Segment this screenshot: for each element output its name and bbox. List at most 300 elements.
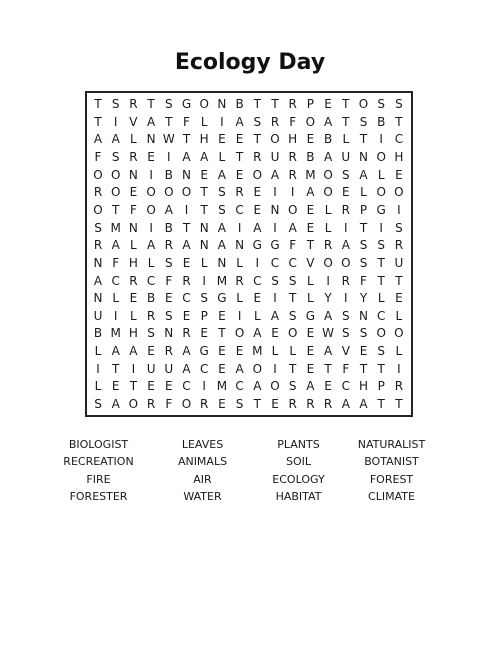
grid-letter: A (111, 344, 120, 359)
grid-letter: F (342, 361, 350, 376)
grid-letter: G (217, 291, 227, 306)
grid-letter: E (342, 185, 350, 200)
grid-letter: U (164, 361, 174, 376)
grid-letter: I (290, 185, 295, 200)
grid-letter: A (164, 202, 173, 217)
grid-letter: O (323, 185, 333, 200)
grid-letter: H (394, 149, 404, 164)
grid-letter: P (359, 202, 368, 217)
grid-letter: N (217, 97, 227, 111)
grid-letter: A (341, 397, 350, 412)
grid-letter: A (306, 379, 315, 394)
grid-letter: A (182, 361, 191, 376)
grid-letter: I (273, 361, 277, 376)
grid-letter: O (270, 379, 280, 394)
grid-letter: S (359, 114, 368, 129)
grid-letter: R (288, 97, 297, 111)
grid-letter: F (360, 273, 367, 288)
grid-letter: L (324, 220, 332, 235)
grid-letter: H (128, 255, 138, 270)
grid-letter: O (305, 114, 316, 129)
grid-letter: O (234, 326, 245, 341)
grid-letter: N (164, 326, 174, 341)
grid-letter: E (324, 97, 332, 111)
grid-letter: L (342, 132, 350, 147)
grid-letter: S (111, 97, 120, 111)
grid-letter: I (344, 291, 348, 306)
grid-letter: T (395, 273, 403, 288)
grid-letter: O (181, 185, 192, 200)
grid-letter: A (146, 238, 156, 253)
grid-letter: S (253, 114, 262, 129)
grid-letter: B (93, 326, 103, 341)
grid-letter: E (165, 379, 173, 394)
grid-letter: O (323, 167, 333, 182)
grid-letter: A (182, 238, 191, 253)
grid-letter: L (200, 114, 208, 129)
grid-letter: E (395, 167, 403, 182)
grid-letter: R (129, 97, 138, 111)
grid-letter: A (323, 344, 333, 359)
grid-letter: N (270, 202, 280, 217)
word-bank-item: WATER (183, 489, 222, 503)
grid-letter: B (164, 220, 173, 235)
grid-letter: R (164, 344, 173, 359)
word-bank-item: BIOLOGIST (68, 438, 129, 451)
grid-letter: F (289, 114, 297, 129)
grid-letter: L (253, 308, 261, 323)
grid-letter: O (146, 202, 156, 217)
grid-letter: N (199, 238, 209, 253)
grid-letter: R (288, 397, 297, 412)
grid-letter: R (288, 149, 297, 164)
grid-letter: L (395, 344, 403, 359)
grid-letter: S (395, 97, 403, 111)
grid-letter: L (289, 344, 297, 359)
word-bank-item: AIR (193, 472, 212, 486)
word-bank (48, 436, 452, 508)
grid-letter: C (111, 273, 120, 288)
grid-letter: T (235, 149, 244, 164)
grid-letter: I (149, 167, 153, 182)
grid-letter: A (323, 114, 333, 129)
grid-letter: R (235, 185, 244, 200)
grid-letter: M (305, 167, 316, 182)
grid-letter: L (94, 379, 102, 394)
grid-letter: R (93, 185, 103, 200)
grid-letter: R (200, 397, 209, 412)
grid-letter: N (128, 220, 138, 235)
grid-letter: R (288, 167, 297, 182)
grid-letter: R (182, 326, 191, 341)
grid-letter: E (306, 344, 315, 359)
grid-row (89, 130, 409, 148)
grid-letter: E (306, 132, 315, 147)
word-bank-item: CLIMATE (368, 489, 415, 503)
grid-letter: A (341, 238, 350, 253)
grid-letter: S (111, 149, 120, 164)
grid-letter: L (236, 255, 243, 270)
grid-letter: A (288, 220, 297, 235)
grid-letter: M (216, 273, 228, 288)
grid-letter: L (307, 273, 314, 288)
grid-letter: O (394, 326, 404, 341)
grid-letter: H (199, 132, 209, 147)
grid-letter: A (111, 397, 120, 412)
grid-letter: P (306, 97, 315, 111)
grid-letter: T (289, 361, 297, 376)
puzzle-title: Ecology Day (174, 50, 326, 75)
grid-letter: O (181, 397, 192, 412)
grid-letter: L (236, 291, 243, 306)
grid-letter: A (129, 344, 138, 359)
grid-letter: A (217, 220, 226, 235)
grid-letter: E (359, 344, 368, 359)
grid-letter: H (288, 132, 298, 147)
grid-letter: I (397, 361, 401, 376)
word-bank-item: LEAVES (181, 438, 224, 451)
grid-row (89, 148, 409, 166)
grid-letter: L (395, 308, 403, 323)
grid-letter: F (94, 149, 102, 164)
grid-row (89, 307, 409, 325)
grid-row (89, 272, 409, 290)
grid-letter: B (306, 149, 315, 164)
grid-letter: F (112, 255, 120, 270)
grid-letter: S (359, 255, 368, 270)
grid-letter: O (376, 149, 386, 164)
grid-letter: A (217, 167, 226, 182)
grid-letter: E (182, 255, 191, 270)
grid-letter: A (253, 326, 262, 341)
grid-letter: O (146, 185, 156, 200)
grid-letter: N (182, 167, 191, 182)
grid-letter: T (395, 114, 403, 129)
grid-letter: B (146, 291, 156, 306)
grid-letter: E (235, 344, 244, 359)
grid-letter: R (306, 397, 315, 412)
grid-letter: T (359, 220, 368, 235)
grid-row (89, 395, 409, 413)
word-bank-item: PLANTS (277, 438, 320, 451)
grid-letter: T (182, 220, 191, 235)
grid-letter: A (323, 308, 333, 323)
grid-letter: E (253, 185, 262, 200)
grid-letter: E (147, 149, 155, 164)
grid-letter: F (129, 202, 137, 217)
grid-letter: E (306, 326, 315, 341)
grid-letter: O (287, 202, 298, 217)
grid-letter: S (235, 397, 244, 412)
grid-letter: S (218, 185, 226, 200)
grid-letter: C (182, 379, 191, 394)
grid-letter: S (288, 379, 297, 394)
grid-letter: T (112, 361, 120, 376)
grid-letter: B (377, 114, 386, 129)
grid-letter: C (235, 379, 244, 394)
grid-letter: L (271, 344, 279, 359)
grid-letter: E (129, 291, 138, 306)
grid-letter: S (164, 97, 173, 111)
grid-letter: C (235, 202, 244, 217)
grid-row (89, 254, 409, 272)
grid-letter: G (181, 97, 192, 111)
grid-letter: R (235, 273, 244, 288)
grid-letter: O (110, 167, 121, 182)
grid-letter: N (235, 238, 245, 253)
grid-letter: A (253, 379, 262, 394)
grid-letter: E (218, 397, 226, 412)
grid-letter: T (359, 132, 368, 147)
grid-letter: L (112, 291, 120, 306)
grid-letter: E (218, 361, 226, 376)
grid-row (89, 289, 409, 307)
grid-letter: T (342, 97, 350, 111)
grid-letter: O (199, 97, 209, 111)
grid-letter: E (218, 308, 226, 323)
grid-letter: U (93, 308, 103, 323)
grid-letter: T (377, 361, 385, 376)
grid-letter: S (288, 273, 297, 288)
grid-row (89, 324, 409, 342)
grid-letter: O (394, 185, 404, 200)
grid-letter: I (113, 308, 118, 323)
grid-letter: G (305, 308, 316, 323)
grid-letter: C (341, 379, 350, 394)
grid-letter: R (182, 273, 191, 288)
word-bank-item: ECOLOGY (272, 472, 325, 486)
grid-letter: N (128, 167, 138, 182)
grid-letter: G (376, 202, 386, 217)
grid-letter: R (270, 114, 280, 129)
grid-letter: I (202, 379, 206, 394)
grid-letter: O (376, 185, 386, 200)
grid-letter: O (93, 202, 103, 217)
grid-letter: T (165, 114, 173, 129)
grid-letter: T (218, 326, 226, 341)
grid-letter: S (377, 344, 385, 359)
grid-letter: I (379, 132, 383, 147)
grid-letter: E (395, 291, 403, 306)
grid-letter: T (94, 97, 102, 111)
grid-row (89, 95, 409, 113)
grid-letter: H (358, 379, 369, 394)
grid-letter: I (273, 291, 277, 306)
grid-letter: T (147, 97, 155, 111)
grid-letter: S (271, 273, 279, 288)
grid-letter: E (182, 308, 191, 323)
grid-letter: I (273, 185, 277, 200)
grid-letter: A (270, 308, 280, 323)
grid-letter: A (323, 149, 333, 164)
grid-letter: T (342, 114, 350, 129)
grid-letter: A (200, 149, 209, 164)
grid-letter: I (184, 202, 189, 217)
word-bank-item: FIRE (86, 472, 111, 486)
grid-letter: E (306, 220, 315, 235)
grid-letter: T (377, 255, 385, 270)
grid-letter: E (324, 379, 332, 394)
grid-letter: G (270, 238, 280, 253)
grid-letter: N (146, 132, 156, 147)
grid-letter: T (253, 132, 261, 147)
grid-letter: A (253, 220, 262, 235)
grid-letter: T (377, 397, 385, 412)
grid-letter: L (324, 202, 332, 217)
grid-letter: L (130, 308, 137, 323)
grid-letter: I (202, 273, 206, 288)
grid-letter: C (182, 291, 191, 306)
grid-letter: E (235, 167, 244, 182)
grid-letter: R (394, 379, 404, 394)
grid-letter: C (199, 361, 209, 376)
grid-letter: T (377, 273, 385, 288)
grid-letter: I (149, 220, 153, 235)
grid-letter: E (200, 167, 208, 182)
grid-letter: F (165, 273, 173, 288)
grid-letter: C (394, 132, 404, 147)
grid-letter: L (377, 167, 385, 182)
grid-letter: U (146, 361, 156, 376)
grid-letter: O (164, 185, 174, 200)
grid-row (89, 360, 409, 378)
grid-letter: A (111, 132, 120, 147)
grid-letter: Y (324, 291, 332, 306)
grid-letter: P (200, 308, 208, 323)
grid-letter: A (270, 167, 280, 182)
grid-letter: L (360, 185, 367, 200)
grid-letter: A (235, 114, 244, 129)
grid-letter: G (199, 344, 209, 359)
grid-letter: I (237, 220, 242, 235)
grid-letter: S (218, 202, 226, 217)
grid-letter: A (182, 149, 191, 164)
grid-letter: A (111, 238, 120, 253)
grid-letter: S (94, 397, 102, 412)
grid-letter: N (359, 149, 368, 164)
grid-letter: R (164, 238, 173, 253)
grid-letter: E (218, 344, 226, 359)
word-bank-item: HABITAT (275, 489, 322, 503)
grid-letter: I (273, 220, 277, 235)
grid-letter: C (146, 273, 156, 288)
grid-letter: T (94, 114, 102, 129)
grid-letter: S (341, 167, 350, 182)
grid-letter: I (131, 361, 136, 376)
grid-letter: A (93, 132, 103, 147)
grid-letter: S (377, 97, 385, 111)
grid-letter: E (271, 397, 279, 412)
grid-letter: N (199, 220, 209, 235)
grid-letter: L (200, 255, 208, 270)
grid-letter: I (220, 114, 224, 129)
grid-row (89, 166, 409, 184)
grid-letter: V (306, 255, 315, 270)
grid-letter: A (146, 114, 156, 129)
grid-letter: N (93, 255, 103, 270)
grid-letter: O (128, 397, 139, 412)
grid-letter: T (324, 361, 332, 376)
grid-letter: S (341, 326, 350, 341)
word-bank-item: FOREST (369, 472, 414, 486)
grid-letter: L (377, 291, 385, 306)
grid-letter: N (359, 308, 368, 323)
grid-letter: O (358, 97, 369, 111)
grid-letter: T (182, 132, 191, 147)
grid-letter: E (271, 326, 279, 341)
grid-letter: S (395, 220, 403, 235)
grid-letter: M (216, 379, 228, 394)
grid-letter: L (307, 291, 314, 306)
grid-letter: R (323, 238, 333, 253)
grid-letter: R (129, 273, 138, 288)
grid-letter: I (237, 308, 242, 323)
grid-letter: I (326, 273, 330, 288)
grid-row (89, 201, 409, 219)
grid-letter: S (359, 326, 368, 341)
grid-letter: L (147, 255, 155, 270)
grid-letter: E (200, 326, 208, 341)
grid-letter: U (270, 149, 280, 164)
grid-letter: B (164, 167, 173, 182)
grid-letter: G (252, 238, 262, 253)
grid-letter: P (377, 379, 385, 394)
grid-letter: E (129, 185, 138, 200)
grid-letter: E (218, 132, 226, 147)
grid-letter: R (394, 238, 404, 253)
grid-letter: R (146, 308, 156, 323)
grid-row (89, 219, 409, 237)
grid-letter: C (270, 255, 280, 270)
grid-letter: T (253, 97, 261, 111)
grid-letter: L (130, 238, 137, 253)
word-bank-item: NATURALIST (357, 438, 426, 451)
grid-letter: O (252, 361, 263, 376)
grid-letter: C (253, 273, 262, 288)
letter-grid (89, 95, 409, 413)
grid-letter: E (306, 202, 315, 217)
grid-letter: L (94, 344, 102, 359)
grid-letter: S (288, 308, 297, 323)
grid-letter: U (341, 149, 351, 164)
grid-letter: W (162, 132, 175, 147)
grid-letter: E (147, 344, 155, 359)
grid-letter: O (93, 167, 103, 182)
grid-letter: F (183, 114, 190, 129)
grid-letter: Y (359, 291, 368, 306)
grid-row (89, 113, 409, 131)
grid-letter: A (359, 167, 368, 182)
grid-letter: H (128, 326, 138, 341)
grid-letter: I (379, 220, 383, 235)
grid-letter: O (323, 255, 333, 270)
grid-letter: S (200, 291, 208, 306)
grid-letter: E (147, 379, 155, 394)
word-bank-item: BOTANIST (364, 455, 419, 469)
word-bank-item: FORESTER (69, 489, 128, 503)
grid-letter: A (93, 273, 103, 288)
grid-letter: T (112, 202, 120, 217)
grid-letter: B (323, 132, 333, 147)
grid-letter: A (359, 397, 368, 412)
grid-letter: V (129, 114, 138, 129)
grid-letter: S (164, 308, 173, 323)
grid-letter: S (377, 238, 385, 253)
grid-letter: T (271, 97, 279, 111)
grid-letter: W (322, 326, 335, 341)
grid-letter: S (164, 255, 173, 270)
grid-letter: I (397, 202, 401, 217)
